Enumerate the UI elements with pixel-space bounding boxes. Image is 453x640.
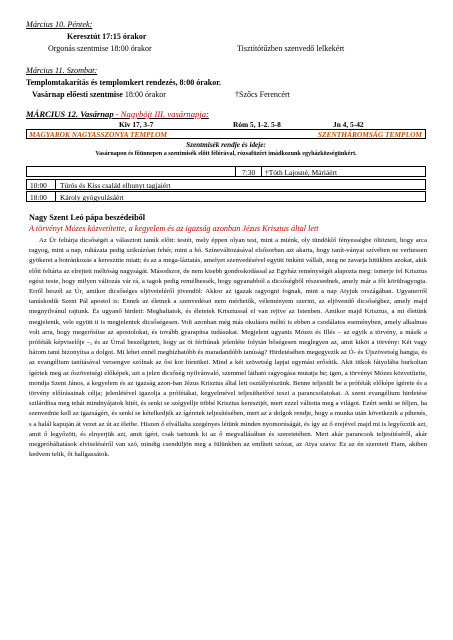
order-title: Szentmisék rendje és ideje: — [186, 141, 266, 149]
mass-time: 7:30 — [242, 168, 256, 177]
sunday-date — [26, 109, 209, 119]
mass-intent: Túrós és Kiss család elhunyt tagjaiért — [60, 181, 171, 190]
mass-row — [26, 179, 426, 190]
saturday-mass-time: 18:00 órakor — [122, 90, 166, 99]
sermon-subtitle: A törvényt Mózes közvetítette, a kegyelem és az igazság azonban Jézus Krisztus által lett — [29, 224, 319, 233]
mass-intent: Károly gyógyulásáért — [60, 193, 124, 202]
sermon-paragraph: Az Úr feltárja dicsőségét a választott tanúk előtt: testét, mely éppen olyan test, mint a miénk, oly tündöklő fényességbe öltözteti, hogy arca ragyog, mint a nap, ruházata pedig szikrázóan fehér, mint a hó. Színeváltozásával elsősorban azt akarta, hogy tanít-ványai szívében ne verhessen gyökeret a botránkozás a kereszttie miatt; és az a mega-láztatás, amelyet szenvedésével együtt önként vállalt, meg ne zavarja hitükben azokat, akik előtt feltárta az elrejtett méltóság nagyságát. Másodszor, de nem kisebb gondoskodással az Egyház reménységét alapozta meg: ismerje fel Krisztus egész teste, hogy milyen változás vár rá, a tagok pedig remélhessék, hogy ugyanabból a dicsőségből részesednek, amely már a főt körülragyogta. Erről beszél az Úr, amikor dicsőséges eljöveteléről jövendöl: Akkor az igazak ragyogni fognak, mint a nap Atyjuk országában. Ugyanerről tanúskodik Szent Pál apostol is: Ennek az életnek a szenvedései nem mérhetők, véleményem szerint, az eljövendő dicsőséghez, amely majd megnyilvánul rajtunk. És ugyanő hirdeti: Meghaltatok, és életetek Krisztussal el van rejtve az Istenben. Amikor majd Krisztus, a mi életünk megjelenik, vele együtt ti is megjelentek dicsőségesen. Volt azonban még más okulásra méltó is ebben a csodálatos eseményben, amely alkalmas volt arra, hogy megerősítse az apostolokat, és tovább gyarapítsa tudásukat. Megjelent ugyanis Mózes és Illés – az egyik a törvény, a másik a próféták képviselője –, és az Úrral beszélgetett, hogy az öt férfiúnak jelenléte folytán bőségesen meglegyen az, amit kiköt a törvény: Két vagy három tanú bizonyítsa a dolgot. Mi lehet ennél megbízhatóbb és maradandóbb tanúság? Hirdetésében megegyezik az Ó- és Újszövetség hangja, és az evangélium tanításával versengve szólnak az ősi kor hírnökei. Mind a két szövetség lapjai egymást erősítik. Akit titkok fátyolába burkoltan ígértek meg az őszövetségi előképek, azt a jelen dicsőség nyilvánvaló, szemmel látható ragyogása mutatja be; igen, a törvényt Mózes közvetítette, mondja Szent János, a kegyelem és az igazság azon-ban Jézus Krisztus által lett osztályrészünk. Benne teljesült be a próféták előképe ígérete és a törvény előírásainak célja; jelenlétével igazolja a prófétákat, kegyelmével teljesíthetővé teszi a parancsolatokat. A szent evangélium hirdetése szilárdítsa meg tehát mindnyájatok hitét, és senki se szégyellje többé Krisztus keresztjét, mert ezzel váltotta meg a világot. Ezért senki se féljen, ha szenvednie kell az igazságért, és senki se kételkedjék az ígéretek teljesítésében, mert az a dolgok rendje, hogy a munka után következik a pihenés, s a halál kapuján át vezet az út az életbe. Hiszen ő elvállalta szegényes létünk minden nyomorúságát, és így az ő erejével majd mi is legyőzzük azt, amit ő legyőzött, és elnyerjük azt, amit ígért, csak tartsunk ki az ő megvallásában és szeretetében. Mert akár parancsok teljesítéséről, akár megpróbáltatások elviseléséről van szó, mindig csendüljön meg a fülünkben az említett szózat, az Atya szava: Ez az én szeretett Fiam, akiben kedvem telik, őt hallgassátok. — [29, 237, 427, 459]
sunday-date-suffix: - Nagyböjt III. vasárnapja — [113, 109, 207, 119]
saturday-cleaning: Templomtakarítás és templomkert rendezés, 8:00 órakor. — [26, 78, 222, 87]
friday-intent: Tisztítótűzben szenvedő lelkekért — [237, 44, 345, 53]
friday-mass: Orgonás szentmise 18:00 órakor — [48, 44, 152, 53]
mass-row — [26, 166, 426, 177]
order-desc: Vasárnapon és főünnepen a szentmisék előtt félórával, rózsafüzért imádkozunk egyházközségünkért. — [95, 151, 357, 157]
sermon-title: Nagy Szent Leó pápa beszédeiből — [29, 213, 145, 222]
churches-row — [26, 129, 426, 139]
saturday-date: Március 11. Szombat: — [26, 66, 98, 75]
mass-row — [26, 191, 426, 202]
reading-1: Kiv 17, 3-7 — [119, 120, 154, 129]
church-left: MAGYAROK NAGYASSZONYA TEMPLOM — [29, 130, 167, 139]
sunday-date-end: : — [206, 109, 209, 119]
mass-time: 18:00 — [30, 193, 47, 202]
friday-date: Március 10. Péntek: — [26, 20, 93, 29]
friday-stations: Keresztút 17:15 órakor — [67, 32, 147, 41]
saturday-mass-label: Vasárnap előesti szentmise — [32, 90, 123, 99]
sunday-date-main: MÁRCIUS 12. Vasárnap — [26, 109, 114, 119]
sermon-body — [29, 236, 427, 626]
reading-2: Róm 5, 1-2. 5-8 — [233, 120, 281, 129]
reading-3: Jn 4, 5-42 — [333, 120, 364, 129]
church-right: SZENTHÁROMSÁG TEMPLOM — [317, 130, 422, 139]
mass-intent: †Tóth Lajosné, Máriáért — [265, 168, 338, 177]
saturday-intent: †Szőcs Ferencért — [235, 90, 290, 99]
mass-time: 10:00 — [30, 181, 47, 190]
saturday-mass — [32, 90, 166, 99]
